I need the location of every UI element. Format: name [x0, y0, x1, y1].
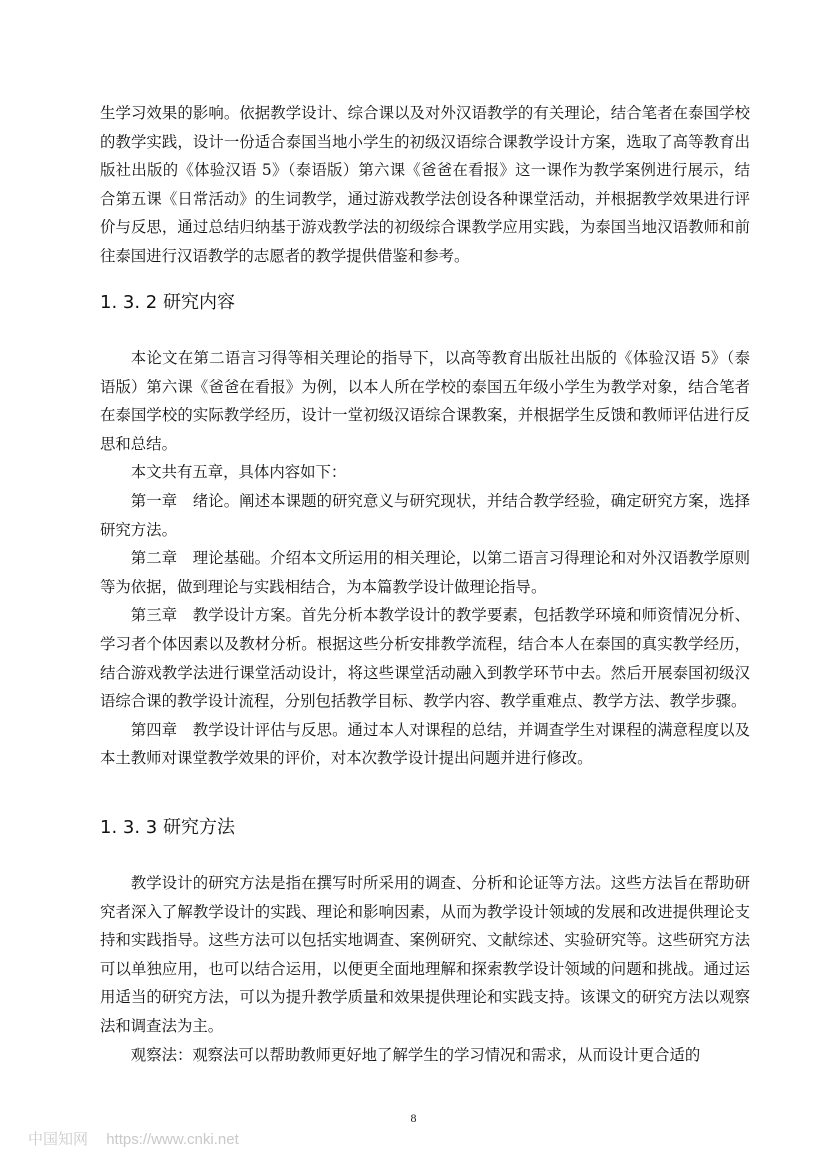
intro-paragraph: 生学习效果的影响。依据教学设计、综合课以及对外汉语教学的有关理论，结合笔者在泰国学校的教学实践，设计一份适合泰国当地小学生的初级汉语综合课教学设计方案，选取了高等教育出版社出版的《体验汉语 5》（泰语版）第六课《爸爸在看报》这一课作为教学案例进行展示，结合第五课《日常活动》的生词教学，通过游戏教学法创设各种课堂活动，并根据教学效果进行评价与反思，通过总结归纳基于游戏教学法的初级综合课教学应用实践，为泰国当地汉语教师和前往泰国进行汉语教学的志愿者的教学提供借鉴和参考。: [100, 104, 750, 265]
paragraph: 教学设计的研究方法是指在撰写时所采用的调查、分析和论证等方法。这些方法旨在帮助研究者深入了解教学设计的实践、理论和影响因素，从而为教学设计领域的发展和改进提供理论支持和实践指导。这些方法可以包括实地调查、案例研究、文献综述、实验研究等。这些研究方法可以单独应用，也可以结合运用，以便更全面地理解和探索教学设计领域的问题和挑战。通过运用适当的研究方法，可以为提升教学质量和效果提供理论和实践支持。该课文的研究方法以观察法和调查法为主。: [100, 874, 750, 1035]
section-1-3-2-body: [100, 344, 750, 773]
cnki-watermark: [28, 1128, 253, 1149]
chapter-two-paragraph: 第二章 理论基础。介绍本文所运用的相关理论，以第二语言习得理论和对外汉语教学原则等为依据，做到理论与实践相结合，为本篇教学设计做理论指导。: [100, 549, 750, 596]
observation-method-paragraph: 观察法：观察法可以帮助教师更好地了解学生的学习情况和需求，从而设计更合适的: [130, 1045, 701, 1064]
paragraph: 本文共有五章，具体内容如下：: [130, 463, 347, 482]
paragraph: 本论文在第二语言习得等相关理论的指导下，以高等教育出版社出版的《体验汉语 5》（泰语版）第六课《爸爸在看报》为例，以本人所在学校的泰国五年级小学生为教学对象，结合笔者在泰国学校的实际教学经历，设计一堂初级汉语综合课教案，并根据学生反馈和教师评估进行反思和总结。: [100, 349, 750, 453]
chapter-one-paragraph: 第一章 绪论。阐述本课题的研究意义与研究现状，并结合教学经验，确定研究方案，选择研究方法。: [100, 491, 750, 539]
section-heading-1-3-2: 1. 3. 2 研究内容: [100, 292, 235, 313]
page-number: 8: [410, 1111, 417, 1125]
section-heading-1-3-3: 1. 3. 3 研究方法: [100, 817, 235, 838]
chapter-three-paragraph: 第三章 教学设计方案。首先分析本教学设计的教学要素，包括教学环境和师资情况分析、学习者个体因素以及教材分析。根据这些分析安排教学流程，结合本人在泰国的真实教学经历，结合游戏教学法进行课堂活动设计，将这些课堂活动融入到教学环节中去。然后开展泰国初级汉语综合课的教学设计流程，分别包括教学目标、教学内容、教学重难点、教学方法、教学步骤。: [100, 606, 750, 711]
watermark-url: https://www.cnki.net: [106, 1131, 239, 1148]
watermark-brand: 中国知网: [28, 1131, 89, 1148]
section-1-3-3-body: [100, 869, 750, 1069]
chapter-four-paragraph: 第四章 教学设计评估与反思。通过本人对课程的总结，并调查学生对课程的满意程度以及本土教师对课堂教学效果的评价，对本次教学设计提出问题并进行修改。: [100, 720, 750, 768]
